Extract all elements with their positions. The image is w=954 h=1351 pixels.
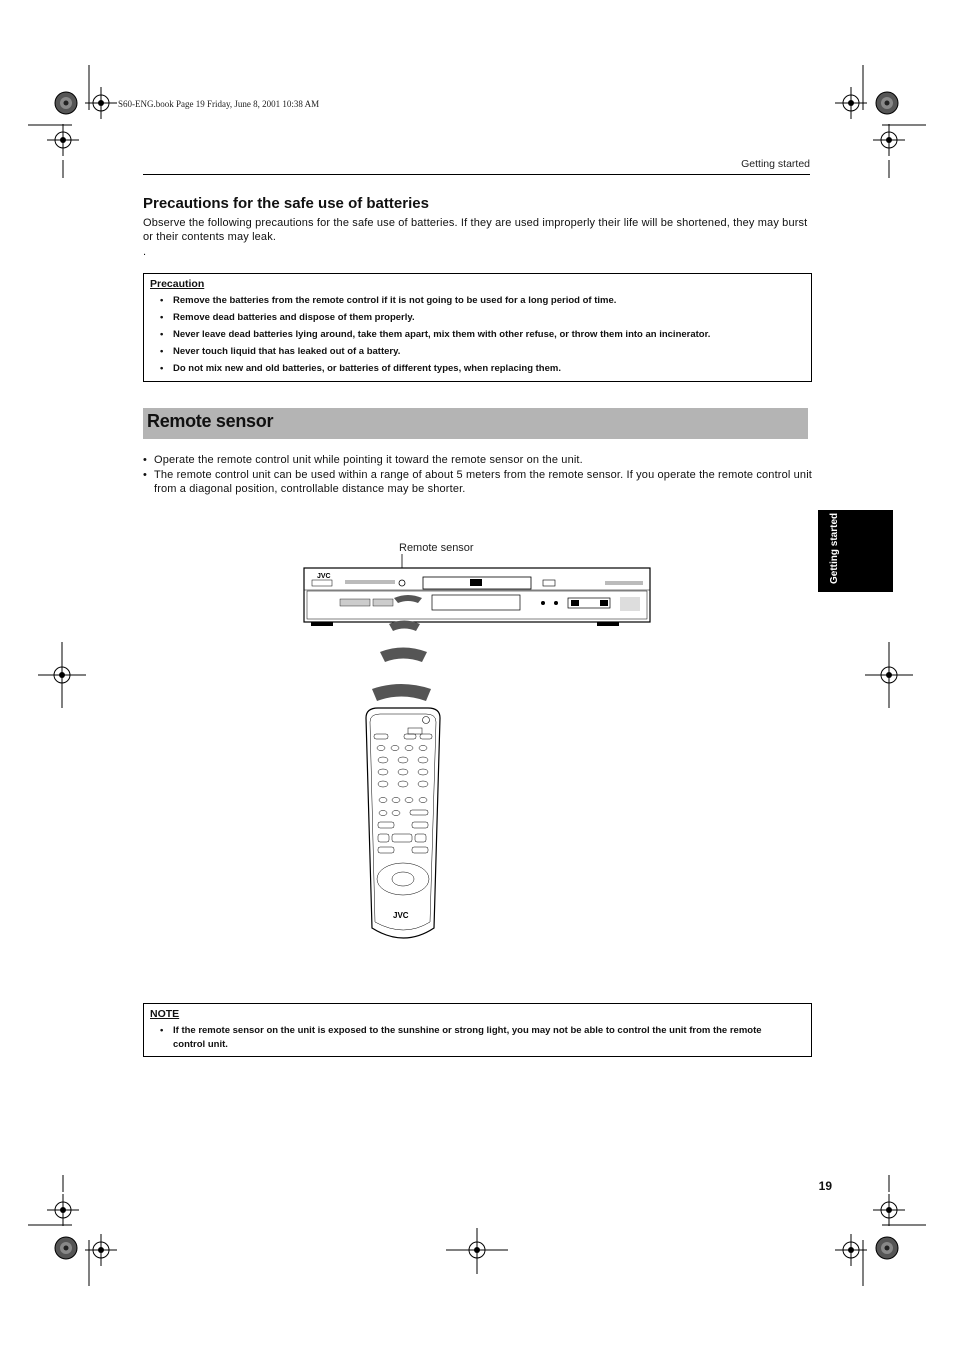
precaution-item: • Remove dead batteries and dispose of them properly. [160, 311, 710, 328]
front-display [432, 595, 520, 610]
printer-slug: S60-ENG.book Page 19 Friday, June 8, 2001 10:38 AM [118, 99, 320, 109]
remote-brand-logo: JVC [393, 911, 409, 920]
dvd-player-unit [304, 568, 650, 626]
page-number: 19 [818, 1179, 832, 1193]
note-item: • If the remote sensor on the unit is exposed to the sunshine or strong light, you may not be able to control the unit from the remote control unit. [160, 1024, 790, 1052]
stray-mark: . [143, 246, 147, 258]
precaution-title: Precaution [150, 278, 205, 290]
note-box [143, 1003, 812, 1057]
batteries-intro: Observe the following precautions for the safe use of batteries. If they are used improperly their life will be shortened, they may burst or their contents may leak. [143, 217, 808, 243]
running-header: Getting started [741, 158, 810, 170]
callout-label: Remote sensor [399, 542, 474, 554]
note-list [160, 1024, 790, 1052]
remote-sensor-bullet: • The remote control unit can be used within a range of about 5 meters from the remote sensor. If you operate the remote control unit from a diagonal position, controllable distance may be shorter. [143, 468, 813, 496]
precaution-item: • Never touch liquid that has leaked out of a battery. [160, 345, 710, 362]
precaution-item: • Remove the batteries from the remote control if it is not going to be used for a long period of time. [160, 294, 710, 311]
unit-brand-logo: JVC [317, 573, 331, 580]
note-title: NOTE [150, 1008, 180, 1020]
side-tab-label: Getting started [829, 512, 840, 584]
precaution-item: • Do not mix new and old batteries, or batteries of different types, when replacing them. [160, 362, 710, 379]
section-title: Remote sensor [147, 411, 274, 431]
remote-control [366, 708, 440, 938]
remote-sensor-bullet: • Operate the remote control unit while pointing it toward the remote sensor on the unit. [143, 453, 813, 467]
precaution-item: • Never leave dead batteries lying around, take them apart, mix them with other refuse, or throw them into an incinerator. [160, 328, 710, 345]
remote-sensor-window [399, 580, 405, 586]
batteries-heading: Precautions for the safe use of batteries [143, 195, 429, 212]
